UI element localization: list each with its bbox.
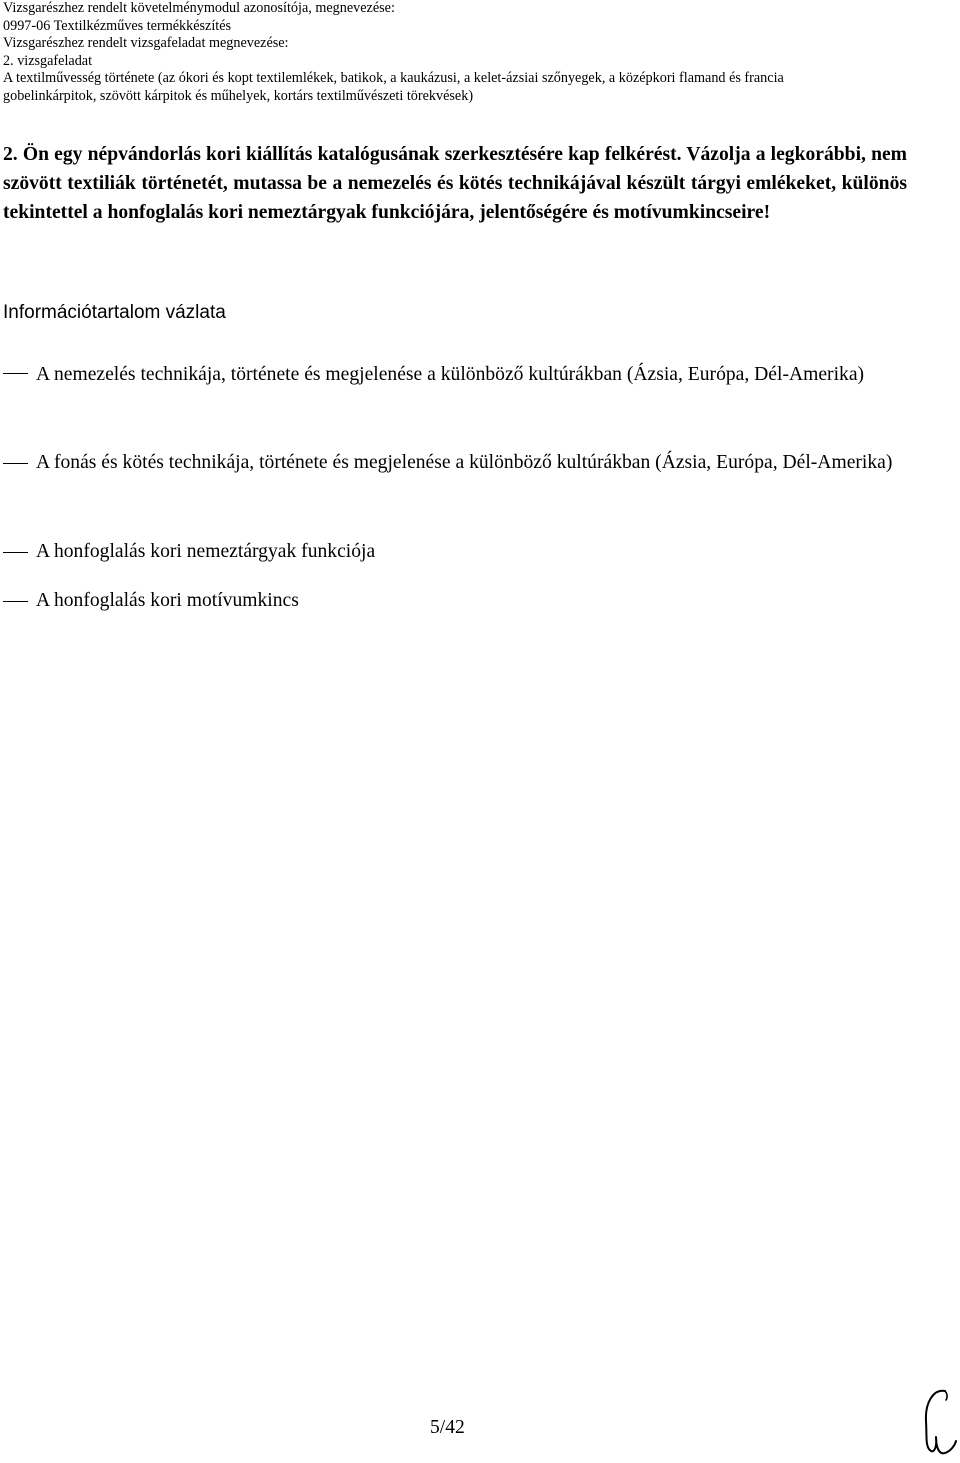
outline-item-text: A nemezelés technikája, története és megjelenése a különböző kultúrákban (Ázsia, Európa, Dél-Amerika) bbox=[36, 364, 865, 385]
outline-item-text: A honfoglalás kori motívumkincs bbox=[36, 590, 299, 611]
document-header bbox=[3, 0, 953, 106]
dash-bullet-icon bbox=[3, 463, 28, 464]
outline-item-text: A fonás és kötés technikája, története és megjelenése a különböző kultúrákban (Ázsia, Európa, Dél-Amerika) bbox=[36, 452, 893, 473]
outline-item-text: A honfoglalás kori nemeztárgyak funkciója bbox=[36, 541, 376, 562]
header-module-label: Vizsgarészhez rendelt követelménymodul azonosítója, megnevezése: bbox=[3, 0, 395, 16]
header-task-number: 2. vizsgafeladat bbox=[3, 52, 93, 69]
task-statement: 2. Ön egy népvándorlás kori kiállítás katalógusának szerkesztésére kap felkérést. Vázolja a legkorábbi, nem szövött textiliák történetét, mutassa be a nemezelés és kötés technikájával készült tárgyi emlékeket, különös tekintettel a honfoglalás kori nemeztárgyak funkciójára, jelentőségére és motívumkincseire! bbox=[3, 144, 907, 223]
dash-bullet-icon bbox=[3, 552, 28, 553]
header-task-label: Vizsgarészhez rendelt vizsgafeladat megnevezése: bbox=[3, 35, 289, 52]
page-number: 5/42 bbox=[430, 1417, 465, 1438]
dash-bullet-icon bbox=[3, 373, 28, 374]
header-topic-line-2: gobelinkárpitok, szövött kárpitok és műhelyek, kortárs textilművészeti törekvések) bbox=[3, 87, 474, 104]
signature-icon bbox=[915, 1385, 960, 1460]
header-topic-line-1: A textilművesség története (az ókori és kopt textilemlékek, batikok, a kaukázusi, a kelet-ázsiai szőnyegek, a középkori flamand és francia bbox=[3, 70, 784, 87]
outline-heading: Információtartalom vázlata bbox=[3, 302, 226, 323]
header-module-id: 0997-06 Textilkézműves termékkészítés bbox=[3, 17, 232, 34]
dash-bullet-icon bbox=[3, 601, 28, 602]
